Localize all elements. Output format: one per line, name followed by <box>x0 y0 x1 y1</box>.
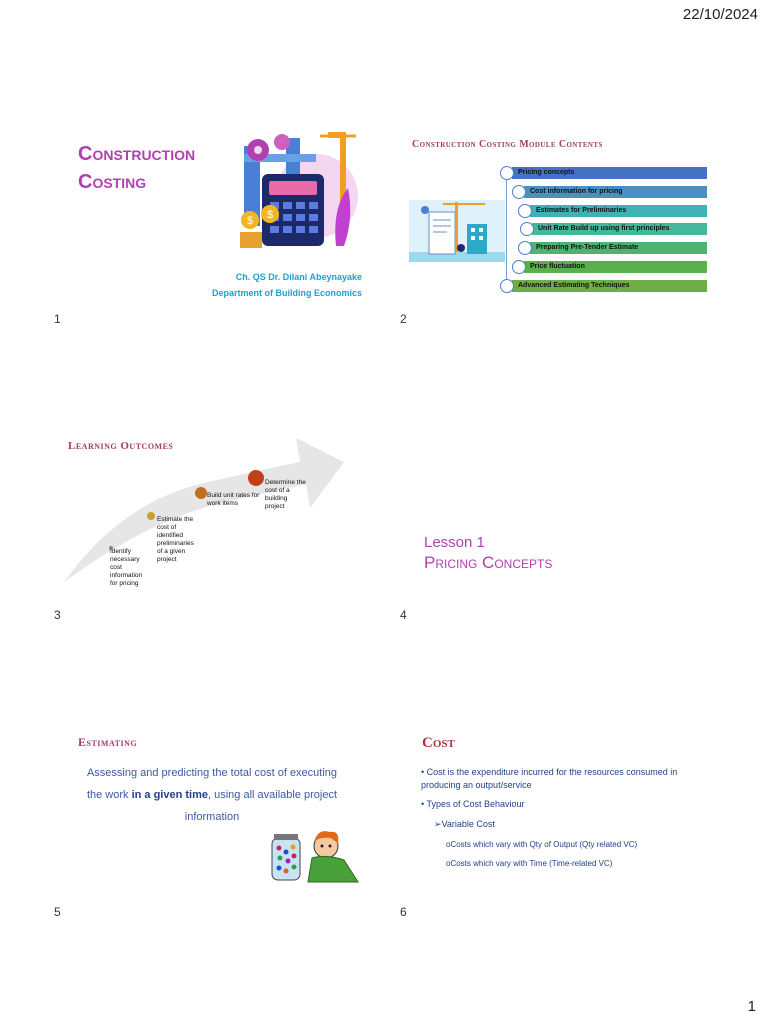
module-item-3: Estimates for Preliminaries <box>530 205 707 217</box>
outcome-marker-2 <box>147 512 155 520</box>
department-name: Department of Building Economics <box>211 288 362 298</box>
page-number: 1 <box>747 998 756 1015</box>
slide-1-author-block <box>200 269 362 301</box>
list-node <box>520 222 534 236</box>
slide-4-title: Pricing Concepts <box>424 553 553 572</box>
cost-bullet-1 <box>421 766 711 792</box>
outcome-marker-4 <box>248 470 264 486</box>
slide-number-3: 3 <box>54 608 61 622</box>
definition-text-bold: in a given time <box>128 789 208 801</box>
bullet-marker: • <box>421 767 427 777</box>
cost-bullet-2 <box>421 798 711 811</box>
arrow-bullet-icon: ➢ <box>434 819 442 829</box>
module-contents-list <box>500 164 710 304</box>
module-item-2: Cost information for pricing <box>524 186 707 198</box>
qty-related-vc: Costs which vary with Qty of Output (Qty related VC) <box>450 840 638 849</box>
author-name: Ch. QS Dr. Dilani Abeynayake <box>235 272 362 282</box>
slide-1-title-line1: Construction <box>78 143 196 165</box>
list-node <box>500 279 514 293</box>
cost-definition: Cost is the expenditure incurred for the resources consumed in producing an output/service <box>421 767 678 790</box>
module-item-5: Preparing Pre-Tender Estimate <box>530 242 707 254</box>
cost-subsub-bullet-1 <box>446 838 716 851</box>
print-date: 22/10/2024 <box>682 6 758 23</box>
list-node <box>512 185 526 199</box>
outcome-marker-3 <box>195 487 207 499</box>
slide-number-4: 4 <box>400 608 407 622</box>
jar-cartoon-illustration <box>268 828 362 884</box>
estimating-definition <box>78 762 346 828</box>
list-connector <box>506 170 509 292</box>
outcome-4: Determine the cost of a building project <box>265 479 306 510</box>
list-node <box>518 241 532 255</box>
definition-text-start: Assessing and predicting the total cost of executing the work <box>86 767 338 801</box>
list-node <box>500 166 514 180</box>
calculator-illustration <box>236 128 360 252</box>
outcome-3: Build unit rates for work items <box>207 492 260 507</box>
lesson-label: Lesson 1 <box>424 534 485 551</box>
slide-6-title: Cost <box>422 735 455 751</box>
module-item-1: Pricing concepts <box>512 167 707 179</box>
list-node <box>518 204 532 218</box>
circle-bullet-icon: o <box>446 840 451 849</box>
module-item-7: Advanced Estimating Techniques <box>512 280 707 292</box>
variable-cost-label: Variable Cost <box>441 819 495 829</box>
slide-number-6: 6 <box>400 905 407 919</box>
construction-illustration <box>409 196 505 262</box>
time-related-vc: Costs which vary with Time (Time-related VC) <box>450 859 613 868</box>
outcome-2: Estimate the cost of identified preliminaries of a given project <box>157 516 194 563</box>
slide-2-title: Construction Costing Module Contents <box>412 139 603 150</box>
module-item-4: Unit Rate Build up using first principles <box>532 223 707 235</box>
circle-bullet-icon: o <box>446 859 451 868</box>
outcome-1: Identify necessary cost information for pricing <box>110 548 143 587</box>
slide-5-title: Estimating <box>78 735 138 749</box>
slide-number-5: 5 <box>54 905 61 919</box>
list-node <box>512 260 526 274</box>
cost-subsub-bullet-2 <box>446 857 716 870</box>
slide-number-2: 2 <box>400 312 407 326</box>
slide-number-1: 1 <box>54 312 61 326</box>
definition-text-end: , using all available project information <box>184 789 338 823</box>
bullet-marker: • <box>421 799 427 809</box>
slide-1-title-line2: Costing <box>78 171 147 193</box>
slide-1-title <box>78 140 195 196</box>
svg-text:$: $ <box>246 215 254 227</box>
slide-3-title: Learning Outcomes <box>68 440 174 452</box>
cost-behaviour-heading: Types of Cost Behaviour <box>426 799 525 809</box>
svg-text:$: $ <box>266 209 274 221</box>
cost-sub-bullet-1 <box>434 818 714 831</box>
module-item-6: Price fluctuation <box>524 261 707 273</box>
